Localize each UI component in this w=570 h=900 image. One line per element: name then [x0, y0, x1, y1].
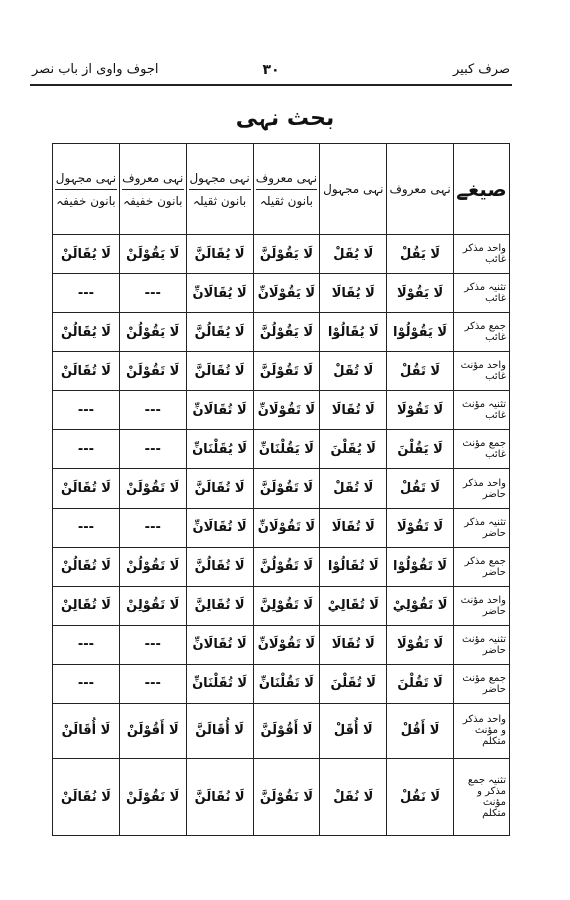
- table-cell: لَا تَقُلْ: [387, 352, 454, 391]
- column-header-line1: نہی مجہول: [55, 171, 117, 190]
- table-cell: لَا تَقُوْلِنَّ: [253, 586, 320, 625]
- table-cell: لَا تُقَالَنَّ: [186, 469, 253, 508]
- table-cell: لَا تُقَلْنَ: [320, 664, 387, 703]
- row-label: تثنیہ جمع مذکر و مؤنث متکلم: [454, 759, 510, 836]
- page-number: ۳۰: [262, 62, 280, 78]
- table-cell: لَا تُقَالَنَّ: [186, 352, 253, 391]
- table-cell: لَا نَقُوْلَنْ: [119, 759, 186, 836]
- table-cell: ---: [119, 625, 186, 664]
- table-cell: لَا يُقَلْنَانِّ: [186, 430, 253, 469]
- table-cell: لَا تُقَالِيْ: [320, 586, 387, 625]
- table-row: [53, 703, 510, 758]
- table-row: [53, 469, 510, 508]
- column-header-line2: بانون خفیفہ: [123, 193, 183, 208]
- table-row: [53, 313, 510, 352]
- table-cell: لَا أُقَلْ: [320, 703, 387, 758]
- column-header: صیغے: [454, 144, 510, 235]
- table-cell: لَا تَقُوْلَنَّ: [253, 469, 320, 508]
- table-cell: لَا تُقَالِنْ: [53, 586, 120, 625]
- table-cell: لَا تُقَلْ: [320, 352, 387, 391]
- table-cell: لَا تَقُوْلُنَّ: [253, 547, 320, 586]
- table-cell: ---: [119, 430, 186, 469]
- table-cell: لَا تَقُوْلُنْ: [119, 547, 186, 586]
- table-cell: لَا تَقُوْلَنَّ: [253, 352, 320, 391]
- row-label: تثنیہ مذکر حاضر: [454, 508, 510, 547]
- table-cell: لَا نَقُلْ: [387, 759, 454, 836]
- column-header: [253, 144, 320, 235]
- column-header: [387, 144, 454, 235]
- table-cell: لَا نُقَالَنَّ: [186, 759, 253, 836]
- table-cell: ---: [53, 274, 120, 313]
- table-cell: لَا تَقُوْلَا: [387, 391, 454, 430]
- table-cell: لَا تُقَالَانِّ: [186, 391, 253, 430]
- table-cell: لَا تَقُلْنَ: [387, 664, 454, 703]
- table-cell: لَا تَقُوْلِيْ: [387, 586, 454, 625]
- table-cell: لَا يُقَالَنْ: [53, 235, 120, 274]
- table-cell: لَا يُقَالُنَّ: [186, 313, 253, 352]
- table-cell: ---: [53, 664, 120, 703]
- table-cell: ---: [119, 664, 186, 703]
- table-cell: لَا تُقَالَا: [320, 508, 387, 547]
- section-title: بحث نہی: [235, 106, 335, 131]
- column-header: [186, 144, 253, 235]
- table-cell: لَا تُقَالَا: [320, 391, 387, 430]
- table-cell: ---: [119, 274, 186, 313]
- table-cell: لَا تَقُلْنَانِّ: [253, 664, 320, 703]
- table-cell: لَا نَقُوْلَنَّ: [253, 759, 320, 836]
- table-row: [53, 547, 510, 586]
- table-cell: لَا يُقَالَانِّ: [186, 274, 253, 313]
- table-row: [53, 508, 510, 547]
- table-cell: لَا يُقَالَا: [320, 274, 387, 313]
- table-cell: لَا يَقُلْنَانِّ: [253, 430, 320, 469]
- page-header: [30, 60, 512, 86]
- table-cell: لَا تُقَالَا: [320, 625, 387, 664]
- table-row: [53, 625, 510, 664]
- row-label: تثنیہ مذکر غائب: [454, 274, 510, 313]
- table-cell: لَا تُقَلْ: [320, 469, 387, 508]
- table-cell: لَا أَقُلْ: [387, 703, 454, 758]
- column-header-line1: نہی معروف: [122, 171, 184, 190]
- row-label: واحد مذکر غائب: [454, 235, 510, 274]
- table-cell: لَا يُقَالُنْ: [53, 313, 120, 352]
- table-cell: ---: [53, 508, 120, 547]
- table-cell: لَا تُقَالُنْ: [53, 547, 120, 586]
- table-row: [53, 274, 510, 313]
- column-header-line1: نہی معروف: [256, 171, 318, 190]
- column-header-line1: نہی مجہول: [323, 182, 384, 196]
- table-cell: لَا يَقُوْلُنَّ: [253, 313, 320, 352]
- table-cell: لَا يَقُوْلُنْ: [119, 313, 186, 352]
- book-title: صرف کبیر: [452, 62, 510, 77]
- column-header: [119, 144, 186, 235]
- table-cell: لَا نُقَلْ: [320, 759, 387, 836]
- row-label: واحد مذکر حاضر: [454, 469, 510, 508]
- table-cell: لَا تُقَالَانِّ: [186, 625, 253, 664]
- row-label: واحد مؤنث غائب: [454, 352, 510, 391]
- table-cell: لَا يُقَلْ: [320, 235, 387, 274]
- table-cell: لَا يُقَلْنَ: [320, 430, 387, 469]
- table-cell: لَا يَقُوْلَنَّ: [253, 235, 320, 274]
- conjugation-table: [52, 143, 510, 836]
- table-row: [53, 430, 510, 469]
- table-cell: لَا تَقُوْلِنْ: [119, 586, 186, 625]
- row-label: جمع مذکر حاضر: [454, 547, 510, 586]
- row-label: تثنیہ مؤنث حاضر: [454, 625, 510, 664]
- chapter-title: اجوف واوی از باب نصر: [32, 62, 159, 77]
- column-header: [53, 144, 120, 235]
- table-cell: ---: [119, 508, 186, 547]
- table-cell: لَا تَقُوْلَانِّ: [253, 391, 320, 430]
- table-cell: لَا تَقُلْ: [387, 469, 454, 508]
- table-row: [53, 759, 510, 836]
- table-cell: لَا تَقُوْلَنْ: [119, 352, 186, 391]
- row-label: جمع مذکر غائب: [454, 313, 510, 352]
- column-header: [320, 144, 387, 235]
- table-cell: لَا نُقَالَنْ: [53, 759, 120, 836]
- table-cell: لَا تُقَالِنَّ: [186, 586, 253, 625]
- table-row: [53, 664, 510, 703]
- table-cell: لَا تَقُوْلَنْ: [119, 469, 186, 508]
- table-cell: لَا تُقَالَنْ: [53, 469, 120, 508]
- table-cell: لَا تُقَالُنَّ: [186, 547, 253, 586]
- table-cell: لَا تَقُوْلَا: [387, 508, 454, 547]
- table-cell: لَا تُقَلْنَانِّ: [186, 664, 253, 703]
- row-label: جمع مؤنث حاضر: [454, 664, 510, 703]
- table-cell: لَا يَقُوْلُوْا: [387, 313, 454, 352]
- table-cell: لَا يَقُوْلَا: [387, 274, 454, 313]
- row-label: تثنیہ مؤنث غائب: [454, 391, 510, 430]
- table-cell: لَا أَقُوْلَنَّ: [253, 703, 320, 758]
- table-cell: لَا يَقُلْ: [387, 235, 454, 274]
- column-header-line2: بانون خفیفہ: [56, 193, 116, 208]
- table-cell: لَا تَقُوْلُوْا: [387, 547, 454, 586]
- column-header-line1: نہی مجہول: [189, 171, 251, 190]
- table-cell: ---: [53, 625, 120, 664]
- table-cell: لَا أُقَالَنَّ: [186, 703, 253, 758]
- table-cell: لَا تُقَالُوْا: [320, 547, 387, 586]
- table-row: [53, 235, 510, 274]
- column-header-line1: نہی معروف: [389, 182, 451, 196]
- table-cell: لَا تَقُوْلَانِّ: [253, 625, 320, 664]
- table-cell: لَا يَقُلْنَ: [387, 430, 454, 469]
- table-cell: لَا يَقُوْلَانِّ: [253, 274, 320, 313]
- table-cell: ---: [119, 391, 186, 430]
- table-cell: لَا يَقُوْلَنْ: [119, 235, 186, 274]
- table-row: [53, 391, 510, 430]
- column-header-line2: بانون ثقیلہ: [193, 193, 247, 208]
- table-cell: لَا تُقَالَانِّ: [186, 508, 253, 547]
- table-row: [53, 352, 510, 391]
- table-cell: لَا تُقَالَنْ: [53, 352, 120, 391]
- row-label: جمع مؤنث غائب: [454, 430, 510, 469]
- table-row: [53, 586, 510, 625]
- column-header-line2: بانون ثقیلہ: [259, 193, 314, 208]
- table-cell: لَا تَقُوْلَانِّ: [253, 508, 320, 547]
- row-label: واحد مؤنث حاضر: [454, 586, 510, 625]
- table-cell: لَا يُقَالُوْا: [320, 313, 387, 352]
- table-cell: لَا يُقَالَنَّ: [186, 235, 253, 274]
- table-cell: ---: [53, 430, 120, 469]
- row-label: واحد مذکر و مؤنث متکلم: [454, 703, 510, 758]
- table-cell: لَا أُقَالَنْ: [53, 703, 120, 758]
- table-cell: ---: [53, 391, 120, 430]
- header-row: [53, 144, 510, 235]
- table-cell: لَا أَقُوْلَنْ: [119, 703, 186, 758]
- table-cell: لَا تَقُوْلَا: [387, 625, 454, 664]
